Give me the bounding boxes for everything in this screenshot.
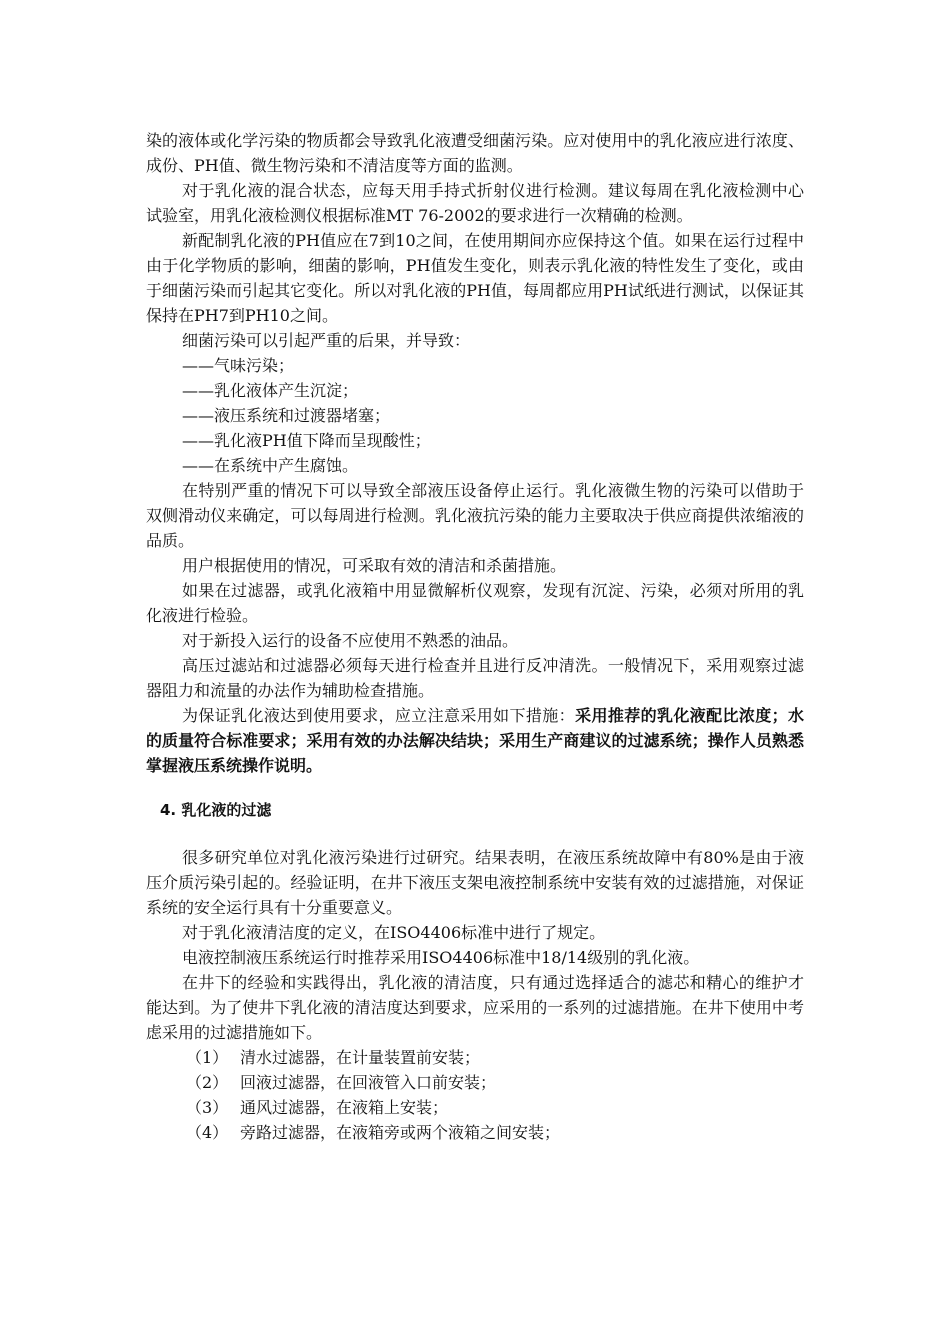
list-item [146,1120,804,1145]
paragraph-mixing-state: 对于乳化液的混合状态，应每天用手持式折射仪进行检测。建议每周在乳化液检测中心试验室，用乳化液检测仪根据标准MT 76-2002的要求进行一次精确的检测。 [146,181,804,225]
list-item [146,1095,804,1120]
paragraph-microscope-inspection: 如果在过滤器，或乳化液箱中用显微解析仪观察，发现有沉淀、污染，必须对所用的乳化液进行检验。 [146,581,804,625]
list-item: ——气味污染； [182,356,295,375]
list-item [146,1070,804,1095]
list-number: （4） [186,1123,229,1142]
paragraph-experience: 在井下的经验和实践得出，乳化液的清洁度，只有通过选择适合的滤芯和精心的维护才能达到。为了使井下乳化液的清洁度达到要求，应采用的一系列的过滤措施。在井下使用中考虑采用的过滤措施如下。 [146,973,804,1042]
list-item: ——乳化液PH值下降而呈现酸性； [182,431,431,450]
paragraph-measures [146,703,804,778]
paragraph-cleanliness-definition: 对于乳化液清洁度的定义，在ISO4406标准中进行了规定。 [182,923,606,942]
paragraph-severe-cases: 在特别严重的情况下可以导致全部液压设备停止运行。乳化液微生物的污染可以借助于双侧滑动仪来确定，可以每周进行检测。乳化液抗污染的能力主要取决于供应商提供浓缩液的品质。 [146,481,804,550]
paragraph-recommended-grade: 电液控制液压系统运行时推荐采用ISO4406标准中18/14级别的乳化液。 [182,948,700,967]
list-number: （2） [186,1073,229,1092]
paragraph-continuation: 染的液体或化学污染的物质都会导致乳化液遭受细菌污染。应对使用中的乳化液应进行浓度、成份、PH值、微生物污染和不清洁度等方面的监测。 [146,131,804,175]
list-text: 回液过滤器，在回液管入口前安装； [240,1073,497,1092]
paragraph-filter-station: 高压过滤站和过滤器必须每天进行检查并且进行反冲清洗。一般情况下，采用观察过滤器阻力和流量的办法作为辅助检查措施。 [146,656,804,700]
paragraph-new-equipment: 对于新投入运行的设备不应使用不熟悉的油品。 [182,631,519,650]
list-item [146,1045,804,1070]
list-text: 旁路过滤器，在液箱旁或两个液箱之间安装； [240,1123,561,1142]
list-text: 清水过滤器，在计量装置前安装； [240,1048,481,1067]
measures-lead: 为保证乳化液达到使用要求，应立注意采用如下措施： [182,706,576,725]
paragraph-ph-value: 新配制乳化液的PH值应在7到10之间，在使用期间亦应保持这个值。如果在运行过程中由于化学物质的影响，细菌的影响，PH值发生变化，则表示乳化液的特性发生了变化，或由于细菌污染而引起其它变化。所以对乳化液的PH值，每周都应用PH试纸进行测试，以保证其保持在PH7到PH10之间。 [146,231,804,325]
measures-bold: 采用推荐的乳化液配比浓度；水的质量符合标准要求；采用有效的办法解决结块；采用生产商建议的过滤系统；操作人员熟悉掌握液压系统操作说明。 [146,706,804,775]
list-item: ——液压系统和过渡器堵塞； [182,406,391,425]
list-number: （1） [186,1048,229,1067]
list-item: ——在系统中产生腐蚀。 [182,456,359,475]
list-text: 通风过滤器，在液箱上安装； [240,1098,449,1117]
section-heading: 4. 乳化液的过滤 [160,801,272,819]
paragraph-bacteria-consequences: 细菌污染可以引起严重的后果，并导致： [182,331,471,350]
list-item: ——乳化液体产生沉淀； [182,381,359,400]
list-number: （3） [186,1098,229,1117]
document-body [146,128,804,1145]
paragraph-research: 很多研究单位对乳化液污染进行过研究。结果表明，在液压系统故障中有80%是由于液压介质污染引起的。经验证明，在井下液压支架电液控制系统中安装有效的过滤措施，对保证系统的安全运行具有十分重要意义。 [146,848,804,917]
paragraph-cleaning-measures: 用户根据使用的情况，可采取有效的清洁和杀菌措施。 [182,556,567,575]
